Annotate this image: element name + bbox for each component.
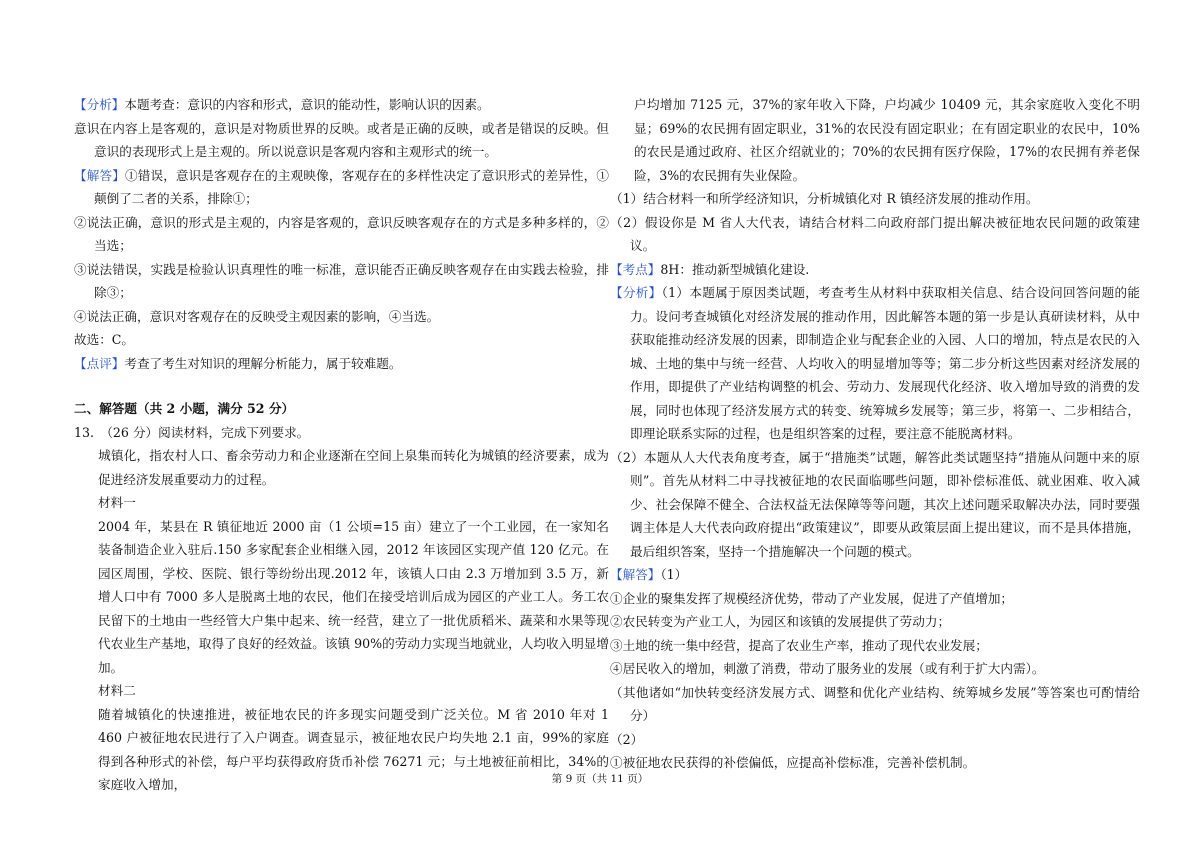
answer-item-2: ②说法正确，意识的形式是主观的，内容是客观的，意识反映客观存在的方式是多种多样的，②当选； [74, 214, 609, 253]
answer-b: ②农民转变为产业工人，为园区和该镇的发展提供了劳动力； [610, 614, 951, 629]
question-intro: 城镇化，指农村人口、畜余劳动力和企业逐渐在空间上泉集而转化为城镇的经济要素，成为促进经济发展重要动力的过程。 [98, 448, 609, 487]
answer-item-1: 【解答】①错误，意识是客观存在的主观映像，客观存在的多样性决定了意识形式的差异性，①颠倒了二者的关系，排除①； [74, 167, 610, 206]
page-footer: 第 9 页（共 11 页） [551, 773, 649, 785]
answer-note: （其他诸如“加快转变经济发展方式、调整和优化产业结构、统筹城乡发展”等答案也可酌情给分） [610, 684, 1140, 723]
analysis-tag: 【分析】 [74, 97, 125, 112]
right-column [610, 93, 1140, 775]
comment-line: 【点评】考查了考生对知识的理解分析能力，属于较难题。 [74, 355, 402, 371]
choice-line: 故选：C。 [74, 332, 135, 347]
question-13: 13. （26 分）阅读材料，完成下列要求。 [74, 424, 310, 440]
spacer [74, 375, 609, 397]
analysis-tag: 【分析】 [610, 285, 662, 300]
kaodian-line: 【考点】8H：推动新型城镇化建设. [610, 261, 810, 277]
material-2-continuation: 户均增加 7125 元，37%的家年收入下降，户均减少 10409 元，其余家庭收入变化不明显；69%的农民拥有固定职业，31%的农民没有固定职业；在有固定职业的农民中，10%的农民是通过政府、社区介绍就业的；70%的农民拥有医疗保险，17%的农民拥有养老保险，3%的农民拥有失业保险。 [634, 97, 1140, 183]
answer-a: ①企业的聚集发挥了规模经济优势，带动了产业发展，促进了产值增加； [610, 590, 1013, 606]
answer-line: 【解答】（1） [610, 567, 688, 582]
answer-c: ③土地的统一集中经营，提高了农业生产率，推动了现代农业发展； [610, 637, 988, 653]
requirement-1: （1）结合材料一和所学经济知识，分析城镇化对 R 镇经济发展的推动作用。 [610, 191, 1039, 206]
answer-item-3: ③说法错误，实践是检验认识真理性的唯一标准，意识能否正确反映客观存在由实践去检验，排除③； [74, 261, 609, 300]
answer-item-4: ④说法正确，意识对客观存在的反映受主观因素的影响，④当选。 [74, 308, 440, 324]
material-1-title: 材料一 [98, 495, 136, 510]
material-2-title: 材料二 [98, 683, 136, 698]
answer-tag: 【解答】 [610, 567, 661, 582]
comment-tag: 【点评】 [74, 355, 125, 371]
analysis-part-1: 【分析】（1）本题属于原因类试题，考查考生从材料中获取相关信息、结合设问回答问题的能力。设问考查城镇化对经济发展的推动作用，因此解答本题的第一步是认真研读材料，从中获取能推动经济发展的因素，即制造企业与配套企业的入园、人口的增加，特点是农民的入城、土地的集中与统一经营、人均收入的明显增加等等；第二步分析这些因素对经济发展的作用，即提供了产业结构调整的机会、劳动力、发展现代化经济、收入增加导致的消费的发展，同时也体现了经济发展方式的转变、统筹城乡发展等；第三步，将第一、二步相结合，即理论联系实际的过程，也是组织答案的过程，要注意不能脱离材料。 [610, 285, 1141, 441]
answer-e: ①被征地农民获得的补偿偏低，应提高补偿标准，完善补偿机制。 [610, 755, 976, 770]
answer-2-label: （2） [610, 731, 644, 747]
section-title: 二、解答题（共 2 小题，满分 52 分） [74, 401, 295, 416]
analysis-continuation: 意识在内容上是客观的，意识是对物质世界的反映。或者是正确的反映，或者是错误的反映。但意识的表现形式上是主观的。所以说意识是客观内容和主观形式的统一。 [74, 120, 609, 159]
answer-tag: 【解答】 [74, 167, 125, 183]
material-1-text: 2004 年，某县在 R 镇征地近 2000 亩（1 公顷=15 亩）建立了一个工业园，在一家知名装备制造企业入驻后.150 多家配套企业相继入园，2012 年该园区实现产值 120 亿元。在园区周围，学校、医院、银行等纷纷出现.2012 年，该镇人口由 2.3 万增加到 3.5 万，新增人口中有 7000 多人是脱离土地的农民，他们在接受培训后成为园区的产业工人。务工农民留下的土地由一些经管大户集中起来、统一经营，建立了一批优质稻米、蔬菜和水果等现代农业生产基地，取得了良好的经效益。该镇 90%的劳动力实现当地就业，人均收入明显增加。 [98, 518, 609, 675]
material-2-text: 随着城镇化的快速推进，被征地农民的许多现实问题受到广泛关位。M 省 2010 年对 1 460 户被征地农民进行了入户调查。调查显示，被征地农民户均失地 2.1 亩，99%的家庭得到各种形式的补偿，每户平均获得政府货币补偿 76271 元；与土地被征前相比，34%的家庭收入增加， [98, 706, 609, 792]
answer-d: ④居民收入的增加，刺激了消费，带动了服务业的发展（或有利于扩大内需）。 [610, 661, 1045, 676]
kaodian-tag: 【考点】 [610, 261, 661, 277]
requirement-2: （2）假设你是 M 省人大代表，请结合材料二向政府部门提出解决被征地农民问题的政策建议。 [610, 214, 1140, 253]
left-column [74, 93, 609, 797]
analysis-line: 【分析】本题考查：意识的内容和形式，意识的能动性，影响认识的因素。 [74, 97, 490, 112]
analysis-part-2: （2）本题从人大代表角度考查，属于“措施类”试题，解答此类试题坚持“措施从问题中来的原则”。首先从材料二中寻找被征地的农民面临哪些问题，即补偿标准低、就业困难、收入减少、社会保障不健全、合法权益无法保障等等问题，其次上述问题采取解决办法，同时要强调主体是人大代表向政府提出“政策建议”，即要从政策层面上提出建议，而不是具体措施，最后组织答案，坚持一个措施解决一个问题的模式。 [610, 449, 1140, 559]
